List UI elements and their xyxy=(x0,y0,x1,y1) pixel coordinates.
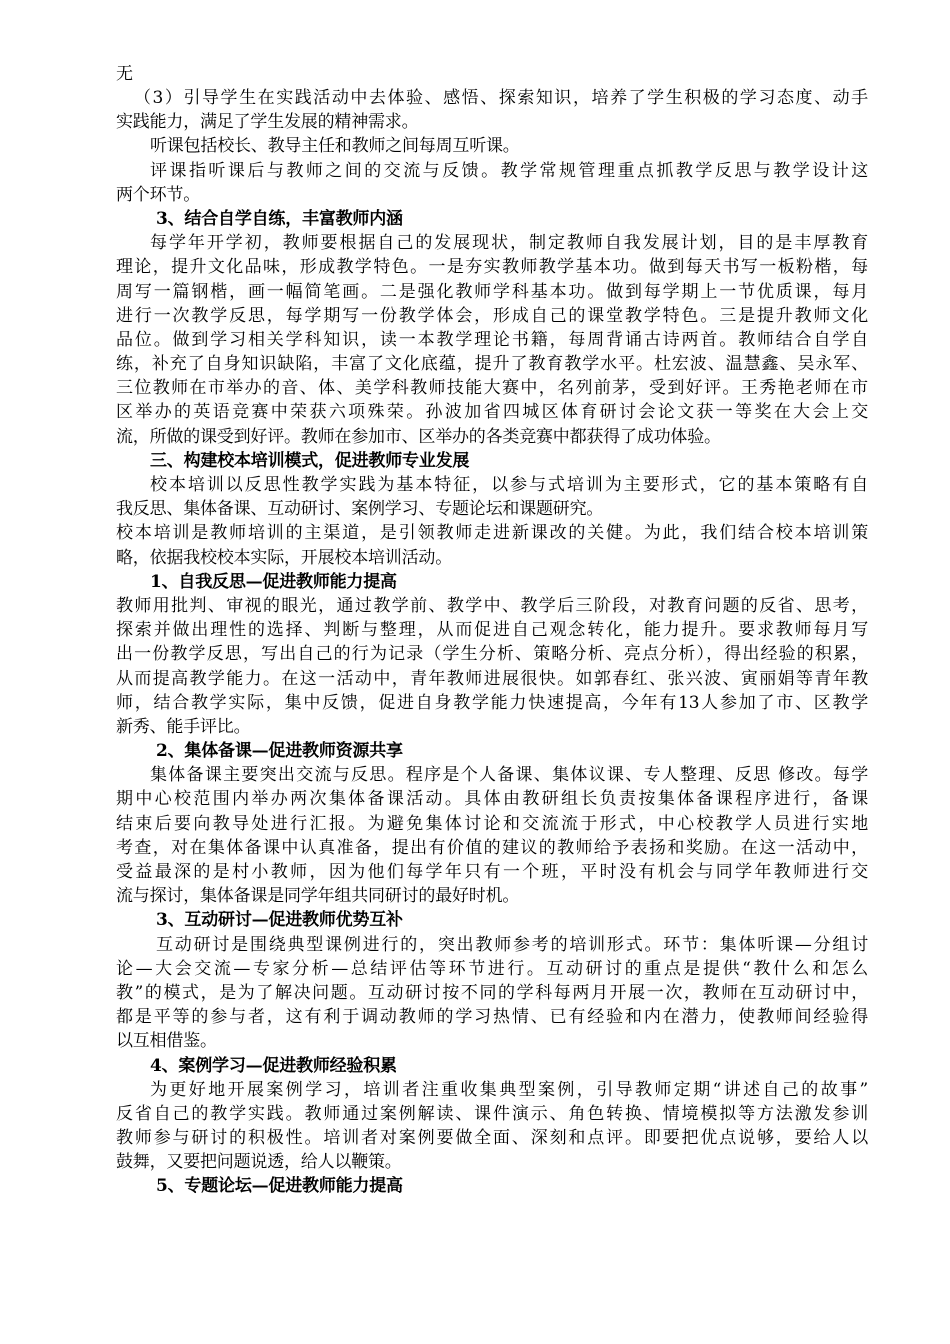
text-line: 教师用批判、审视的眼光，通过教学前、教学中、教学后三阶段，对教育问题的反省、思考， xyxy=(116,595,868,616)
text-line: 都是平等的参与者，这有利于调动教师的学习热情、已有经验和内在潜力，使教师间经验得 xyxy=(116,1007,868,1028)
text-line: 鼓舞，又要把问题说透，给人以鞭策。 xyxy=(116,1152,402,1173)
section-heading: 3、结合自学自练，丰富教师内涵 xyxy=(156,208,403,229)
text-line: 校本培训是教师培训的主渠道，是引领教师走进新课改的关健。为此，我们结合校本培训策 xyxy=(116,523,868,544)
text-line: 师，结合教学实际，集中反馈，促进自身教学能力快速提高，今年有13人参加了市、区教学 xyxy=(116,692,868,713)
text-line: 流与探讨，集体备课是同学年组共同研讨的最好时机。 xyxy=(116,886,520,907)
text-line: 流，所做的课受到好评。教师在参加市、区举办的各类竞赛中都获得了成功体验。 xyxy=(116,426,721,447)
text-line: 新秀、能手评比。 xyxy=(116,716,251,737)
text-line: 考查，对在集体备课中认真准备，提出有价值的建议的教师给予表扬和奖励。在这一活动中， xyxy=(116,837,868,858)
text-line: 从而提高教学能力。在这一活动中，青年教师进展很快。如郭春红、张兴波、寅丽娟等青年教 xyxy=(116,668,868,689)
text-line: （3）引导学生在实践活动中去体验、感悟、探索知识，培养了学生积极的学习态度、动手 xyxy=(134,88,868,108)
text-line: 区举办的英语竞赛中荣获六项殊荣。孙波加省四城区体育研讨会论文获一等奖在大会上交 xyxy=(116,402,868,423)
text-line: 每学年开学初，教师要根据自己的发展现状，制定教师自我发展计划，目的是丰厚教育 xyxy=(150,233,868,254)
text-line: 校本培训以反思性教学实践为基本特征，以参与式培训为主要形式，它的基本策略有自 xyxy=(150,475,868,495)
section-heading: 三、构建校本培训模式，促进教师专业发展 xyxy=(150,450,470,471)
text-line: 三位教师在市举办的音、体、美学科教师技能大赛中，名列前茅，受到好评。王秀艳老师在市 xyxy=(116,378,868,399)
text-line: 两个环节。 xyxy=(116,184,200,205)
text-line: 略，依据我校校本实际，开展校本培训活动。 xyxy=(116,547,452,568)
text-line: 结束后要向教导处进行汇报。为避免集体讨论和交流流于形式，中心校教学人员进行实地 xyxy=(116,813,868,834)
text-line: 论—大会交流—专家分析—总结评估等环节进行。互动研讨的重点是提供“教什么和怎么 xyxy=(116,958,868,979)
text-line: 我反思、集体备课、互动研讨、案例学习、专题论坛和课题研究。 xyxy=(116,499,604,520)
text-line: 教”的模式，是为了解决问题。互动研讨按不同的学科每两月开展一次，教师在互动研讨中， xyxy=(116,982,868,1003)
text-line: 互动研讨是围绕典型课例进行的，突出教师参考的培训形式。环节：集体听课—分组讨 xyxy=(156,934,868,955)
text-line: 练，补充了自身知识缺陷，丰富了文化底蕴，提升了教育教学水平。杜宏波、温慧鑫、吴永军、 xyxy=(116,354,868,375)
text-line: 进行一次教学反思，每学期写一份教学体会，形成自己的课堂教学特色。三是提升教师文化 xyxy=(116,305,868,326)
text-line: 探索并做出理性的选择、判断与整理，从而促进自己观念转化，能力提升。要求教师每月写 xyxy=(116,620,868,641)
text-line: 周写一篇钢楷，画一幅简笔画。二是强化教师学科基本功。做到每学期上一节优质课，每月 xyxy=(116,281,868,302)
text-lines xyxy=(116,86,868,1199)
text-line: 品位。做到学习相关学科知识，读一本教学理论书籍，每周背诵古诗两首。教师结合自学自 xyxy=(116,329,868,350)
document-body xyxy=(116,62,868,1199)
text-line: 听课包括校长、教导主任和教师之间每周互听课。 xyxy=(150,136,520,157)
section-heading: 1、自我反思—促进教师能力提高 xyxy=(150,571,397,592)
section-heading: 2、集体备课—促进教师资源共享 xyxy=(156,741,403,762)
text-line: 理论，提升文化品味，形成教学特色。一是夯实教师教学基本功。做到每天书写一板粉楷，每 xyxy=(116,257,868,278)
text-line: 教师参与研讨的积极性。培训者对案例要做全面、深刻和点评。即要把优点说够，要给人以 xyxy=(116,1128,868,1149)
section-heading: 4、案例学习—促进教师经验积累 xyxy=(150,1055,397,1076)
text-line: 以互相借鉴。 xyxy=(116,1031,217,1052)
text-line: 评课指听课后与教师之间的交流与反馈。教学常规管理重点抓教学反思与教学设计这 xyxy=(150,160,868,181)
text-line: 出一份教学反思，写出自己的行为记录（学生分析、策略分析、亮点分析），得出经验的积累， xyxy=(116,644,868,665)
text-line: 受益最深的是村小教师，因为他们每学年只有一个班，平时没有机会与同学年教师进行交 xyxy=(116,862,868,882)
section-heading: 3、互动研讨—促进教师优势互补 xyxy=(156,910,403,931)
text-line: 反省自己的教学实践。教师通过案例解读、课件演示、角色转换、情境模拟等方法激发参训 xyxy=(116,1103,868,1124)
section-heading: 5、专题论坛—促进教师能力提高 xyxy=(156,1176,403,1197)
text-line: 期中心校范围内举办两次集体备课活动。具体由教研组长负责按集体备课程序进行，备课 xyxy=(116,789,868,810)
text-line: 实践能力，满足了学生发展的精神需求。 xyxy=(116,112,419,133)
text-line: 为更好地开展案例学习，培训者注重收集典型案例，引导教师定期“讲述自己的故事” xyxy=(150,1079,868,1100)
text-line: 集体备课主要突出交流与反思。程序是个人备课、集体议课、专人整理、反思 修改。每学 xyxy=(150,765,868,786)
header-mark: 无 xyxy=(116,64,133,84)
